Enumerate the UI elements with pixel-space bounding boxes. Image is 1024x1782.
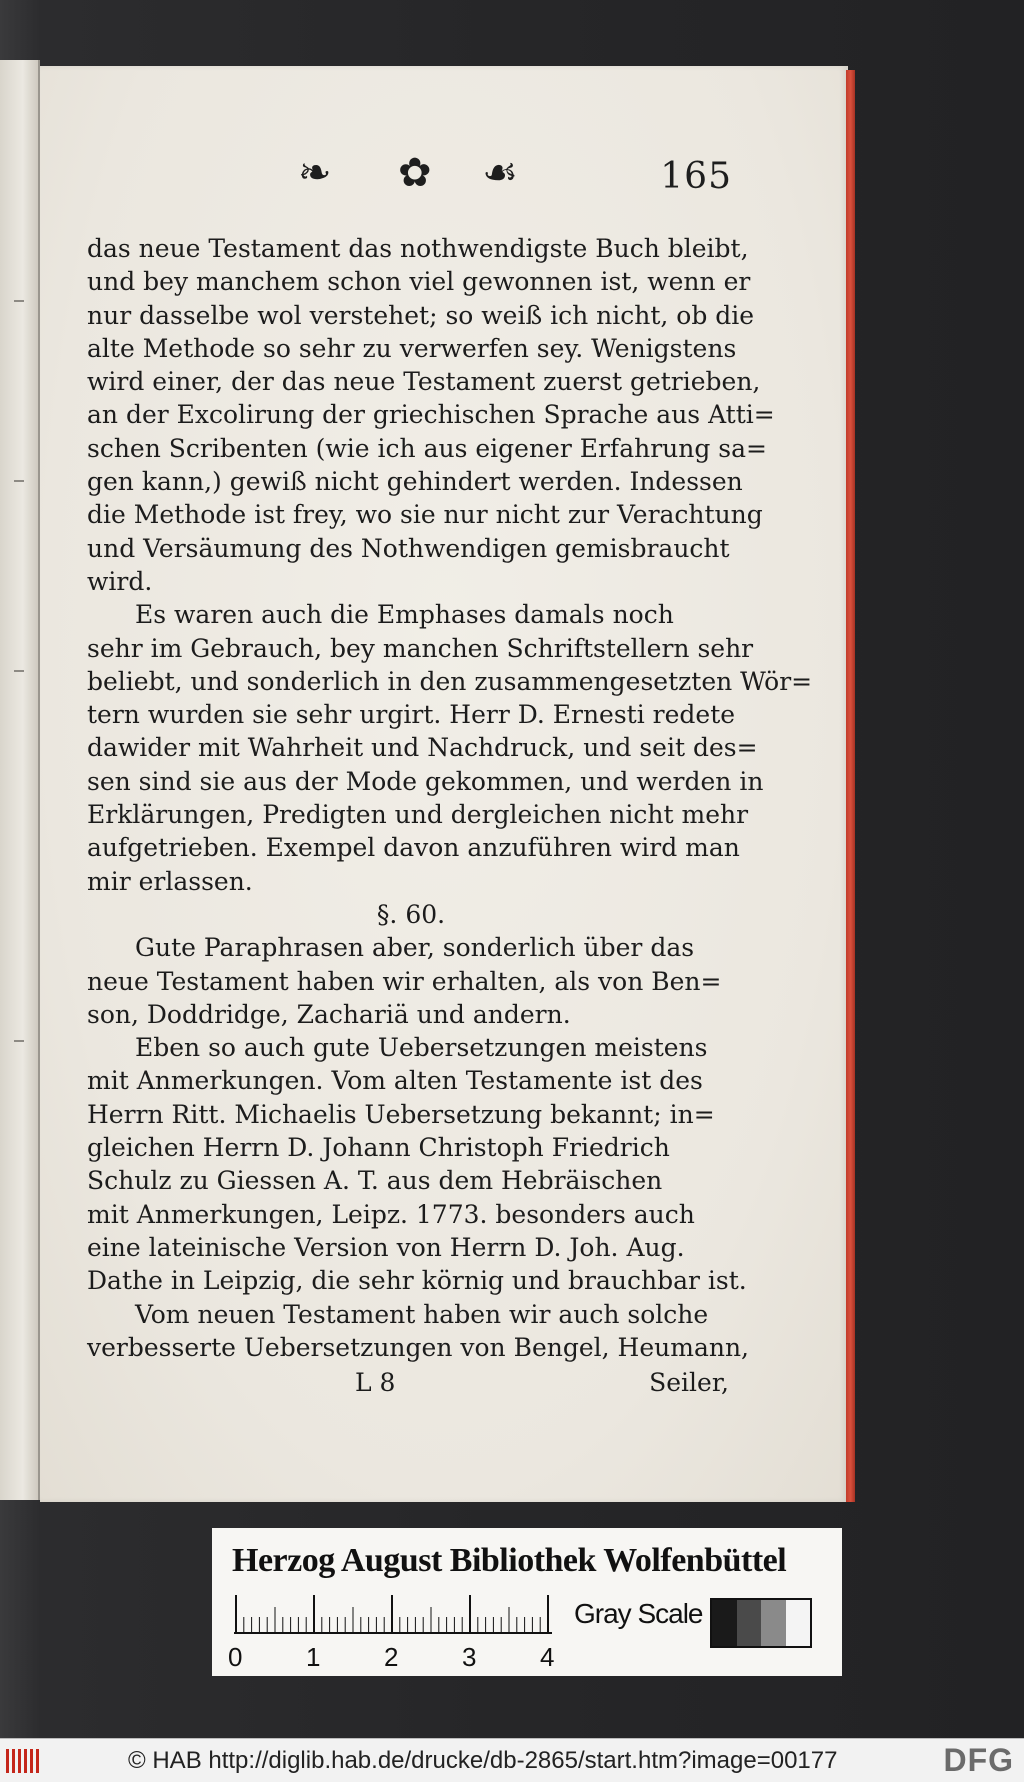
ruler-number: 0 — [228, 1642, 243, 1672]
text-line: Erklärungen, Predigten und dergleichen nicht mehr — [87, 800, 749, 830]
text-line: mit Anmerkungen, Leipz. 1773. besonders auch — [87, 1199, 695, 1229]
ruler-number: 4 — [540, 1642, 555, 1672]
text-line: beliebt, und sonderlich in den zusammengesetzten Wör= — [87, 666, 813, 696]
grayscale-label: Gray Scale — [574, 1598, 703, 1629]
grayscale-step — [761, 1600, 786, 1646]
text-line: sehr im Gebrauch, bey manchen Schriftstellern sehr — [87, 633, 754, 663]
grayscale-step — [786, 1600, 811, 1646]
section-heading: §. 60. — [376, 899, 446, 929]
text-line: Herrn Ritt. Michaelis Uebersetzung bekannt; in= — [87, 1099, 715, 1129]
ruler-scale — [228, 1642, 568, 1672]
text-line: aufgetrieben. Exempel davon anzuführen wird man — [87, 833, 740, 863]
footer-bar — [0, 1738, 1024, 1782]
text-line: neue Testament haben wir erhalten, als von Ben= — [87, 966, 722, 996]
signature-mark: L 8 — [355, 1368, 396, 1398]
ruler-icon — [234, 1594, 552, 1634]
text-line: das neue Testament das nothwendigste Buch bleibt, — [87, 234, 749, 263]
text-line: Eben so auch gute Uebersetzungen meistens — [135, 1033, 708, 1063]
page-number: 165 — [660, 156, 732, 197]
text-line: dawider mit Wahrheit und Nachdruck, und seit des= — [87, 733, 758, 763]
text-line: alte Methode so sehr zu verwerfen sey. Wenigstens — [87, 333, 737, 363]
text-line: Schulz zu Giessen A. T. aus dem Hebräischen — [87, 1166, 663, 1196]
text-line: wird einer, der das neue Testament zuerst getrieben, — [87, 367, 761, 397]
dfg-logo: DFG — [943, 1742, 1014, 1778]
text-line: mir erlassen. — [87, 866, 253, 896]
copyright-url[interactable]: © HAB http://diglib.hab.de/drucke/db-2865/start.htm?image=00177 — [128, 1747, 838, 1774]
grayscale-step — [737, 1600, 762, 1646]
text-line: eine lateinische Version von Herrn D. Joh. Aug. — [87, 1232, 685, 1262]
ruler-number: 1 — [306, 1642, 321, 1672]
ruler-number: 2 — [384, 1642, 399, 1672]
text-line: tern wurden sie sehr urgirt. Herr D. Ernesti redete — [87, 700, 736, 730]
text-line: schen Scribenten (wie ich aus eigener Erfahrung sa= — [87, 433, 767, 463]
text-line: son, Doddridge, Zachariä und andern. — [87, 999, 571, 1029]
ruler-number: 3 — [462, 1642, 477, 1672]
page-text — [87, 232, 813, 1402]
text-line: sen sind sie aus der Mode gekommen, und werden in — [87, 766, 764, 796]
text-line: Es waren auch die Emphases damals noch — [135, 600, 674, 630]
text-line: Vom neuen Testament haben wir auch solche — [135, 1299, 709, 1329]
text-line: Gute Paraphrasen aber, sonderlich über das — [135, 933, 695, 963]
text-line: die Methode ist frey, wo sie nur nicht zur Verachtung — [87, 500, 763, 530]
ornament-right-icon: ☙ — [482, 150, 518, 196]
text-line: gleichen Herrn D. Johann Christoph Friedrich — [87, 1133, 670, 1163]
text-line: an der Excolirung der griechischen Sprache aus Atti= — [87, 400, 775, 430]
ornament-left-icon: ❧ — [298, 150, 332, 196]
red-page-edge — [846, 70, 855, 1502]
catchword: Seiler, — [649, 1368, 729, 1398]
ornament-center-icon: ✿ — [398, 150, 432, 196]
library-scale-card — [212, 1528, 842, 1676]
hab-logo-icon — [6, 1749, 42, 1773]
library-name: Herzog August Bibliothek Wolfenbüttel — [232, 1542, 787, 1579]
text-line: Dathe in Leipzig, die sehr körnig und brauchbar ist. — [87, 1266, 747, 1296]
text-line: wird. — [87, 566, 153, 596]
previous-page-edge — [0, 60, 40, 1500]
grayscale-step — [712, 1600, 737, 1646]
page-footer-row — [87, 1366, 735, 1402]
text-line: verbesserte Uebersetzungen von Bengel, Heumann, — [87, 1332, 749, 1362]
text-line: nur dasselbe wol verstehet; so weiß ich nicht, ob die — [87, 300, 755, 330]
text-line: mit Anmerkungen. Vom alten Testamente ist des — [87, 1066, 703, 1096]
text-line: und Versäumung des Nothwendigen gemisbraucht — [87, 533, 730, 563]
text-line: und bey manchem schon viel gewonnen ist, wenn er — [87, 267, 751, 297]
text-line: gen kann,) gewiß nicht gehindert werden. Indessen — [87, 467, 743, 497]
grayscale-swatch — [710, 1598, 812, 1648]
